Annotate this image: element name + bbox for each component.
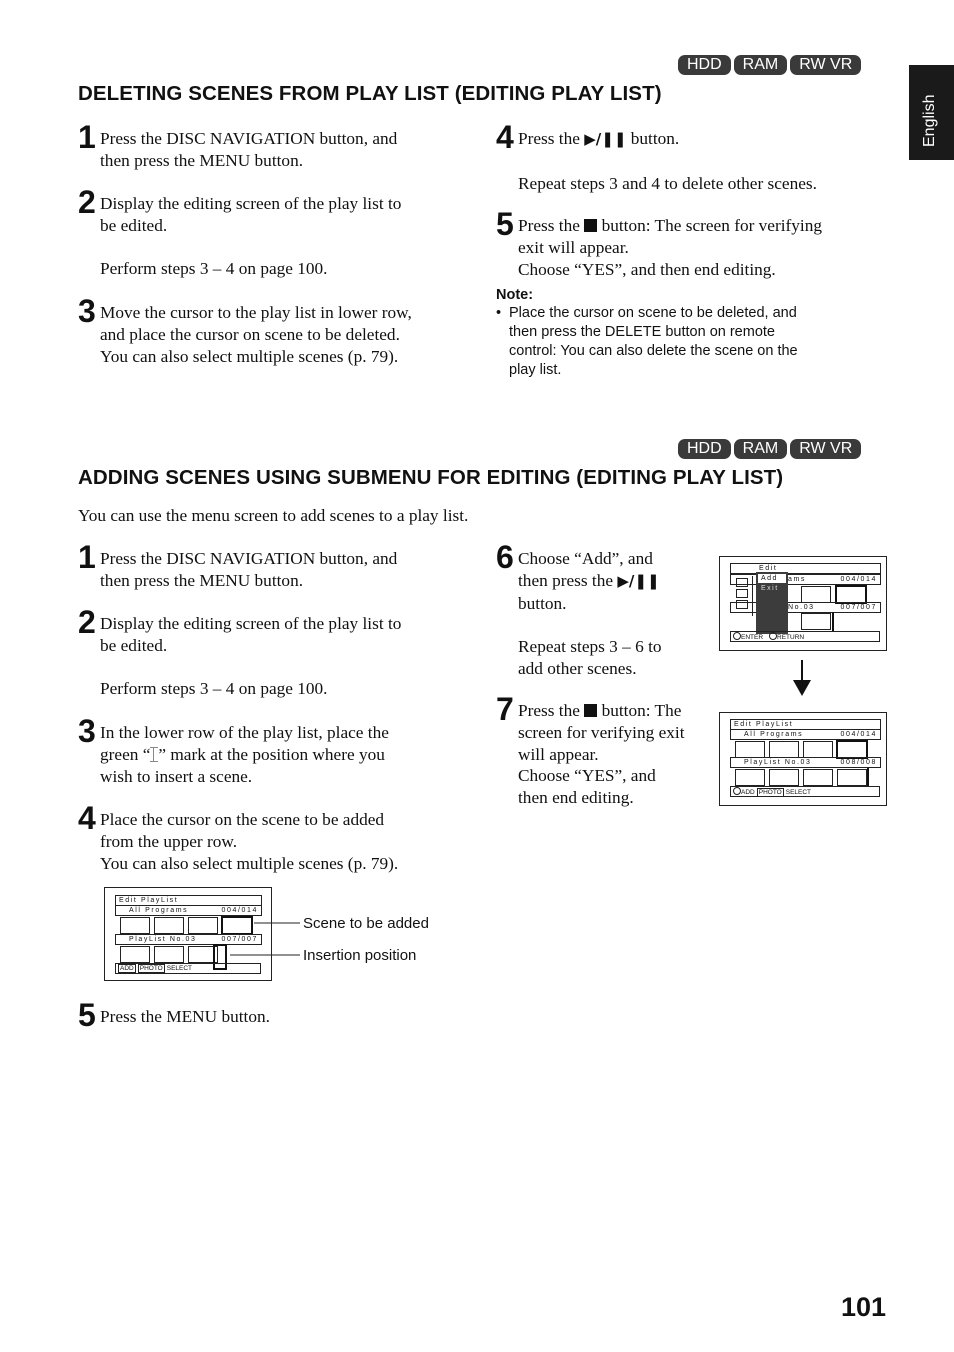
page-number: 101 (840, 1292, 886, 1322)
lower-row-label (730, 757, 881, 768)
step-line: button. (630, 129, 680, 148)
playlist-thumbnail[interactable] (801, 613, 831, 630)
return-icon (769, 632, 777, 640)
step-line: button. (518, 593, 567, 613)
play-pause-icon: ▶/❚❚ (617, 571, 660, 590)
add-button[interactable]: ADD (120, 965, 134, 972)
scene-thumbnail[interactable] (769, 741, 799, 758)
scene-thumbnail[interactable] (188, 917, 218, 934)
submenu-popup (756, 572, 788, 634)
row-count: 004/014 (840, 731, 877, 738)
step-line: add other scenes. (518, 658, 637, 678)
row-label: ams (788, 576, 807, 583)
menu-item-label: Add (761, 575, 778, 582)
badge-rwvr: RW VR (790, 439, 861, 459)
language-tab (909, 65, 954, 160)
step-number: 5 (78, 997, 96, 1033)
step-line: button: The screen for verifying (601, 216, 823, 235)
scene-thumbnail[interactable] (735, 741, 765, 758)
add-button[interactable]: ADD (741, 789, 755, 796)
step-number: 5 (496, 206, 514, 242)
step-line: Display the editing screen of the play list to (100, 614, 402, 633)
step-line: Choose “YES”, and (518, 766, 656, 786)
menu-item-label: Exit (761, 585, 779, 592)
step-line: screen for verifying exit (518, 722, 685, 742)
step-line: then press the MENU button. (100, 570, 304, 590)
note-block (496, 287, 798, 380)
insertion-mark-icon (150, 746, 158, 763)
arrow-down-icon (790, 660, 814, 698)
section2-heading: ADDING SCENES USING SUBMENU FOR EDITING (EDITING PLAY LIST) (78, 466, 784, 489)
enter-button[interactable]: ENTER (741, 634, 764, 641)
row-label: All Programs (744, 731, 804, 738)
note-line: then press the DELETE button on remote (509, 324, 775, 340)
step-line: ” mark at the position where you (158, 744, 385, 764)
step-line: Repeat steps 3 and 4 to delete other scenes. (518, 173, 817, 193)
step-number: 4 (496, 119, 514, 155)
step-line: Repeat steps 3 – 6 to (518, 637, 662, 657)
row-label: PlayList No.03 (744, 759, 812, 766)
step-line: In the lower row of the play list, place the (100, 723, 389, 742)
step-line: Perform steps 3 – 4 on page 100. (100, 679, 328, 699)
step-number: 1 (78, 119, 96, 155)
note-line: play list. (509, 362, 562, 378)
language-tab-label: English (921, 94, 938, 147)
row-count: 007/007 (221, 936, 258, 943)
enter-icon (733, 632, 741, 640)
callout-scene-to-be-added: Scene to be added (303, 915, 429, 932)
screen-title: Edit PlayList (734, 721, 794, 728)
screen-button-bar (730, 631, 880, 642)
screen-title: Edit PlayList (119, 897, 179, 904)
playlist-thumbnail[interactable] (735, 769, 765, 786)
step-line: exit will appear. (518, 237, 629, 257)
step-line: Press the (518, 129, 580, 148)
note-title: Note: (496, 287, 534, 303)
row-count: 004/014 (840, 576, 877, 583)
scene-thumbnail[interactable] (801, 586, 831, 603)
step-line: wish to insert a scene. (100, 766, 253, 786)
row-label: All Programs (129, 907, 189, 914)
media-badges-1 (678, 55, 861, 75)
return-button[interactable]: RETURN (777, 634, 805, 641)
callout-insertion-position: Insertion position (303, 947, 417, 964)
callout-lines (230, 905, 300, 965)
row-count: 004/014 (221, 907, 258, 914)
upper-row-label (730, 729, 881, 740)
row-label: PlayList No.03 (129, 936, 197, 943)
step-line: Press the DISC NAVIGATION button, and (100, 129, 398, 148)
step-number: 4 (78, 800, 96, 836)
section1-heading: DELETING SCENES FROM PLAY LIST (EDITING PLAY LIST) (78, 82, 662, 105)
select-button[interactable]: SELECT (166, 965, 193, 972)
section2-intro: You can use the menu screen to add scenes to a play list. (78, 506, 469, 525)
step-line: button: The (601, 701, 682, 720)
step-line: from the upper row. (100, 831, 238, 851)
step-number: 6 (496, 539, 514, 575)
step-number: 3 (78, 293, 96, 329)
step-number: 7 (496, 691, 514, 727)
icon-column (732, 576, 753, 616)
step-line: Place the cursor on the scene to be added (100, 810, 385, 829)
step-line: and place the cursor on scene to be deleted. (100, 324, 400, 344)
scene-thumbnail[interactable] (803, 741, 833, 758)
badge-rwvr: RW VR (790, 55, 861, 75)
row-count: 008/008 (840, 759, 877, 766)
submenu-item-add[interactable] (758, 574, 786, 583)
stop-icon (584, 219, 597, 232)
insertion-marker (832, 612, 834, 632)
add-icon (733, 787, 741, 795)
step-number: 1 (78, 539, 96, 575)
screen-edit-submenu (719, 556, 887, 651)
screen-title-bar (730, 563, 881, 574)
step-line: then end editing. (518, 788, 634, 808)
step-line: green “ (100, 744, 151, 764)
badge-hdd: HDD (678, 439, 731, 459)
photo-button[interactable]: PHOTO (139, 965, 163, 972)
step-line: You can also select multiple scenes (p. 79). (100, 346, 399, 366)
step-line: then press the MENU button. (100, 150, 304, 170)
step-line: Perform steps 3 – 4 on page 100. (100, 259, 328, 279)
step-line: You can also select multiple scenes (p. 79). (100, 853, 399, 873)
step-line: Choose “Add”, and (518, 549, 653, 568)
step-line: Press the DISC NAVIGATION button, and (100, 549, 398, 568)
screen-title: Edit (759, 565, 778, 572)
note-bullet: • (496, 305, 502, 321)
step-line: Display the editing screen of the play list to (100, 194, 402, 213)
row-count: 007/007 (840, 604, 877, 611)
scene-thumbnail[interactable] (154, 917, 184, 934)
row-label: No.03 (788, 604, 815, 611)
badge-ram: RAM (734, 439, 788, 459)
step-line: Press the (518, 701, 580, 720)
select-button[interactable]: SELECT (785, 789, 812, 796)
step-line: then press the (518, 570, 614, 590)
playlist-thumbnail[interactable] (803, 769, 833, 786)
badge-hdd: HDD (678, 55, 731, 75)
step-line: will appear. (518, 744, 599, 764)
step-line: be edited. (100, 215, 168, 235)
playlist-thumbnail[interactable] (120, 946, 150, 963)
playlist-thumbnail[interactable] (154, 946, 184, 963)
step-number: 2 (78, 184, 96, 220)
screen-edit-playlist-c (719, 712, 887, 806)
note-line: control: You can also delete the scene on the (509, 343, 798, 359)
step-line: Choose “YES”, and then end editing. (518, 259, 776, 279)
step-number: 3 (78, 713, 96, 749)
photo-button[interactable]: PHOTO (758, 789, 782, 796)
step-line: Press the (518, 216, 580, 235)
step-line: be edited. (100, 635, 168, 655)
step-number: 2 (78, 604, 96, 640)
media-badges-2 (678, 439, 861, 459)
play-pause-icon: ▶/❚❚ (584, 130, 627, 148)
playlist-thumbnail[interactable] (769, 769, 799, 786)
note-line: Place the cursor on scene to be deleted, and (509, 305, 797, 321)
step-line: Move the cursor to the play list in lower row, (100, 303, 412, 322)
playlist-thumbnail[interactable] (837, 769, 867, 786)
submenu-item-exit[interactable] (756, 583, 788, 595)
screen-button-bar (730, 786, 880, 797)
scene-thumbnail[interactable] (120, 917, 150, 934)
stop-icon (584, 704, 597, 717)
step-line: Press the MENU button. (100, 1007, 270, 1026)
badge-ram: RAM (734, 55, 788, 75)
insertion-marker (867, 768, 869, 786)
